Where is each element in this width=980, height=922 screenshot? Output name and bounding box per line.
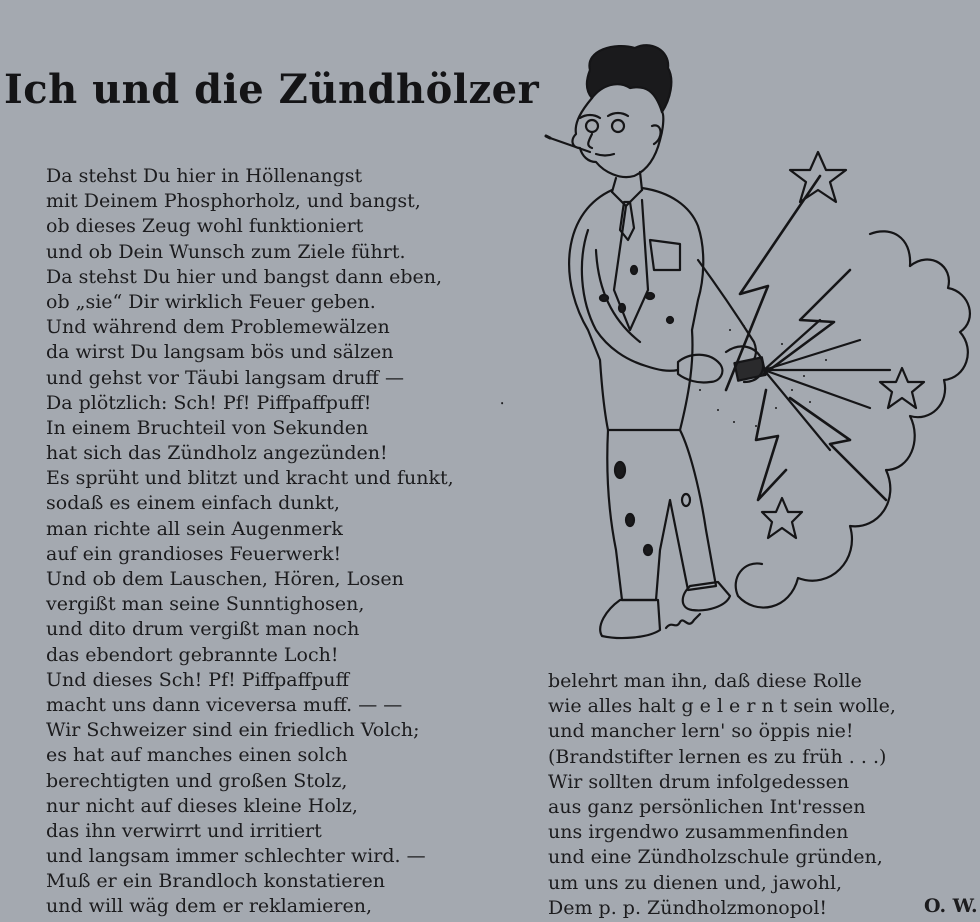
poem-line: ob „sie“ Dir wirklich Feuer geben. xyxy=(46,290,376,313)
poem-line: und eine Zündholzschule gründen, xyxy=(548,846,883,869)
star-icon xyxy=(880,368,924,408)
poem-line: und ob Dein Wunsch zum Ziele führt. xyxy=(46,240,406,263)
poem-line: macht uns dann viceversa muff. — — xyxy=(46,693,403,716)
poem-line: mit Deinem Phosphorholz, und bangst, xyxy=(46,190,421,213)
poem-line: vergißt man seine Sunntighosen, xyxy=(46,593,365,616)
poem-line: (Brandstifter lernen es zu früh . . .) xyxy=(548,745,887,768)
poem-line: da wirst Du langsam bös und sälzen xyxy=(46,341,394,364)
poem-line: und mancher lern' so öppis nie! xyxy=(548,720,854,743)
poem-line: das ebendort gebrannte Loch! xyxy=(46,643,339,666)
poem-line: es hat auf manches einen solch xyxy=(46,744,348,767)
poem-line: Und dieses Sch! Pf! Piffpaffpuff xyxy=(46,668,350,691)
poem-line: In einem Bruchteil von Sekunden xyxy=(46,416,369,439)
poem-line: und gehst vor Täubi langsam druff — xyxy=(46,366,404,389)
poem-line: Es sprüht und blitzt und kracht und funkt, xyxy=(46,467,454,490)
poem-line: wie alles halt g e l e r n t sein wolle, xyxy=(548,695,896,718)
poem-line: Muß er ein Brandloch konstatieren xyxy=(46,870,386,893)
cartoon-illustration xyxy=(530,30,980,670)
poem-line: Da stehst Du hier in Höllenangst xyxy=(46,165,363,187)
shoe-left xyxy=(600,600,660,638)
poem-line: und will wäg dem er reklamieren, xyxy=(46,895,373,918)
trousers xyxy=(607,430,716,600)
poem-line: belehrt man ihn, daß diese Rolle xyxy=(548,670,862,692)
poem-line: Und während dem Problemewälzen xyxy=(46,316,390,339)
poem-line: Wir Schweizer sind ein friedlich Volch; xyxy=(46,719,420,742)
cigarette xyxy=(550,138,590,152)
poem-column-right xyxy=(548,669,948,921)
poem-line: auf ein grandioses Feuerwerk! xyxy=(46,542,342,565)
poem-line: Da plötzlich: Sch! Pf! Piffpaffpuff! xyxy=(46,391,372,414)
jacket xyxy=(569,188,703,430)
poem-line: aus ganz persönlichen Int'ressen xyxy=(548,795,866,818)
poem-line: berechtigten und großen Stolz, xyxy=(46,769,348,792)
hair xyxy=(587,45,671,112)
poem-line: Und ob dem Lauschen, Hören, Losen xyxy=(46,568,404,590)
poem-line: Dem p. p. Zündholzmonopol! xyxy=(548,896,828,919)
article-title: Ich und die Zündhölzer xyxy=(4,66,540,113)
author-signature: O. W. xyxy=(924,895,978,917)
poem-line: sodaß es einem einfach dunkt, xyxy=(46,492,340,515)
poem-line: uns irgendwo zusammenfinden xyxy=(548,821,849,844)
poem-line: nur nicht auf dieses kleine Holz, xyxy=(46,794,358,817)
print-speck: ⸱ xyxy=(500,394,505,413)
shoe-right xyxy=(683,582,730,610)
poem-line: um uns zu dienen und, jawohl, xyxy=(548,871,843,894)
artist-signature xyxy=(666,614,700,628)
poem-line: man richte all sein Augenmerk xyxy=(46,517,343,540)
poem-line: ob dieses Zeug wohl funktioniert xyxy=(46,215,364,238)
poem-column-left xyxy=(46,164,516,920)
poem-line: und langsam immer schlechter wird. — xyxy=(46,845,426,868)
poem-line: das ihn verwirrt und irritiert xyxy=(46,819,322,842)
star-icon xyxy=(762,498,802,538)
poem-line: Da stehst Du hier und bangst dann eben, xyxy=(46,265,443,288)
head xyxy=(573,98,664,177)
poem-line: und dito drum vergißt man noch xyxy=(46,618,360,641)
poem-line: Wir sollten drum infolgedessen xyxy=(548,770,850,793)
poem-line: hat sich das Zündholz angezünden! xyxy=(46,442,388,465)
smoke-cloud xyxy=(736,260,970,608)
